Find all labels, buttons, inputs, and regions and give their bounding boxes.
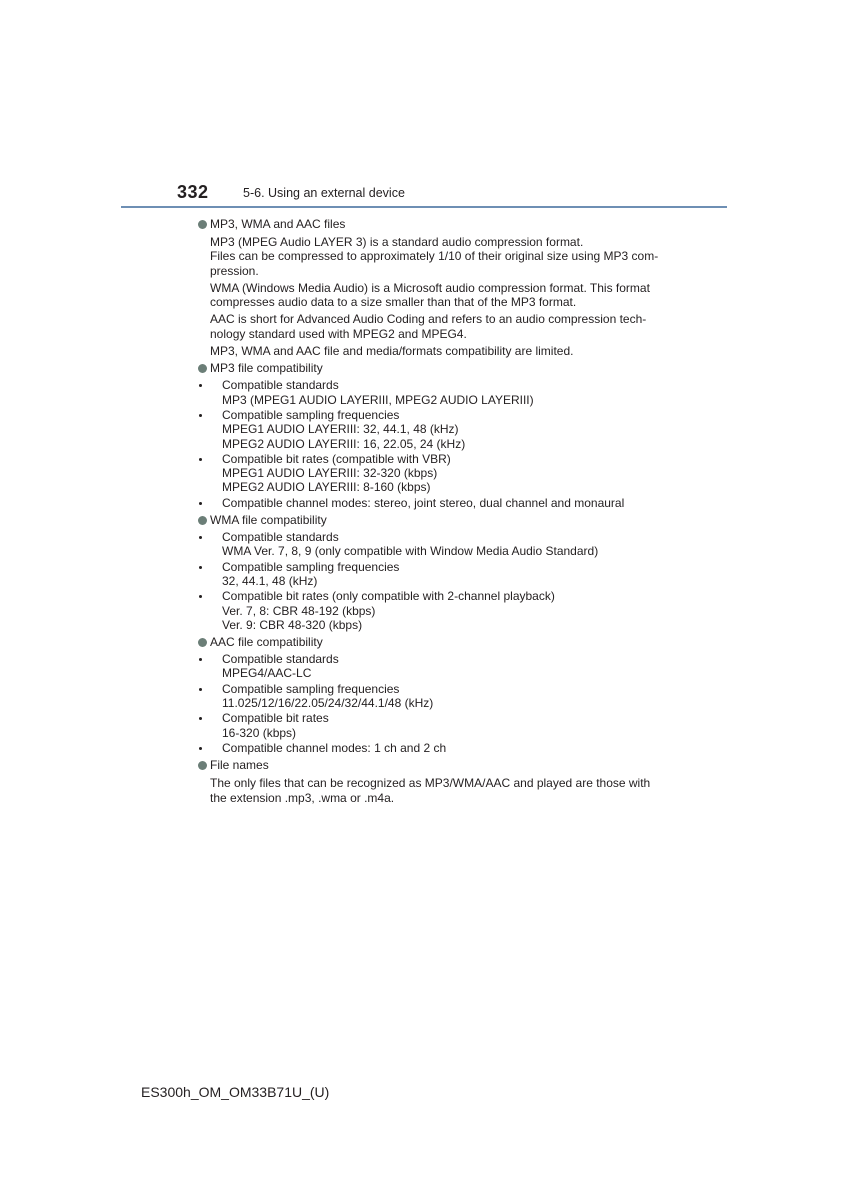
sub-list <box>210 378 668 510</box>
list-item <box>210 452 668 495</box>
item-value: MPEG2 AUDIO LAYERIII: 8-160 (kbps) <box>222 480 431 495</box>
item-label: Compatible bit rates <box>222 711 329 726</box>
item-label: Compatible standards <box>222 530 339 545</box>
topic-heading <box>210 634 668 650</box>
topic-section <box>198 216 668 358</box>
item-value: 32, 44.1, 48 (kHz) <box>222 573 318 588</box>
list-item <box>210 741 668 755</box>
topic-heading <box>210 512 668 528</box>
list-item <box>210 711 668 740</box>
topic-section <box>198 634 668 755</box>
topic-title: AAC file compatibility <box>210 635 323 650</box>
item-value: MP3 (MPEG1 AUDIO LAYERIII, MPEG2 AUDIO LAYERIII) <box>222 392 534 407</box>
paragraph <box>210 281 668 310</box>
paragraph-line: the extension .mp3, .wma or .m4a. <box>210 790 395 805</box>
circle-bullet-icon <box>198 220 207 229</box>
paragraph <box>210 776 668 805</box>
page-header <box>0 178 848 210</box>
list-item <box>210 560 668 589</box>
paragraph-line: MP3 (MPEG Audio LAYER 3) is a standard audio compression format. <box>210 235 584 249</box>
topic-section <box>198 512 668 632</box>
bullet-dot-icon <box>199 502 202 505</box>
list-item <box>210 589 668 632</box>
header-divider <box>121 206 727 208</box>
item-label: Compatible bit rates (only compatible with 2-channel playback) <box>222 589 555 604</box>
circle-bullet-icon <box>198 638 207 647</box>
list-item <box>210 652 668 681</box>
item-value: WMA Ver. 7, 8, 9 (only compatible with Window Media Audio Standard) <box>222 544 599 559</box>
paragraph-line: compresses audio data to a size smaller than that of the MP3 format. <box>210 295 577 310</box>
list-item <box>210 378 668 407</box>
bullet-dot-icon <box>199 688 202 691</box>
item-label: Compatible sampling frequencies <box>222 407 400 422</box>
item-label: Compatible channel modes: stereo, joint stereo, dual channel and monaural <box>222 495 625 510</box>
document-body <box>198 214 668 806</box>
list-item <box>210 496 668 510</box>
paragraph-line: pression. <box>210 263 259 278</box>
bullet-dot-icon <box>199 566 202 569</box>
bullet-dot-icon <box>199 384 202 387</box>
item-label: Compatible standards <box>222 652 339 667</box>
item-value: Ver. 7, 8: CBR 48-192 (kbps) <box>222 603 376 618</box>
paragraph-line: MP3, WMA and AAC file and media/formats compatibility are limited. <box>210 344 574 359</box>
item-label: Compatible bit rates (compatible with VBR) <box>222 451 451 466</box>
sub-list <box>210 530 668 632</box>
bullet-dot-icon <box>199 658 202 661</box>
item-label: Compatible sampling frequencies <box>222 681 400 696</box>
circle-bullet-icon <box>198 516 207 525</box>
paragraph-line: nology standard used with MPEG2 and MPEG4. <box>210 326 467 341</box>
topic-heading <box>210 757 668 773</box>
topic-section <box>198 757 668 805</box>
bullet-dot-icon <box>199 595 202 598</box>
list-item <box>210 408 668 451</box>
paragraph-line: AAC is short for Advanced Audio Coding and refers to an audio compression tech- <box>210 312 647 327</box>
topic-title: MP3 file compatibility <box>210 361 323 376</box>
item-value: MPEG1 AUDIO LAYERIII: 32, 44.1, 48 (kHz) <box>222 422 459 437</box>
topic-section <box>198 360 668 510</box>
item-value: MPEG4/AAC-LC <box>222 666 312 681</box>
circle-bullet-icon <box>198 761 207 770</box>
list-item <box>210 682 668 711</box>
item-label: Compatible sampling frequencies <box>222 559 400 574</box>
item-value: MPEG2 AUDIO LAYERIII: 16, 22.05, 24 (kHz) <box>222 436 466 451</box>
bullet-dot-icon <box>199 536 202 539</box>
bullet-dot-icon <box>199 717 202 720</box>
item-value: Ver. 9: CBR 48-320 (kbps) <box>222 617 363 632</box>
item-value: 11.025/12/16/22.05/24/32/44.1/48 (kHz) <box>222 696 434 711</box>
bullet-dot-icon <box>199 747 202 750</box>
paragraph-line: The only files that can be recognized as MP3/WMA/AAC and played are those with <box>210 776 651 791</box>
circle-bullet-icon <box>198 364 207 373</box>
bullet-dot-icon <box>199 414 202 417</box>
section-title: 5-6. Using an external device <box>243 186 405 200</box>
paragraph <box>210 235 668 278</box>
footer-code: ES300h_OM_OM33B71U_(U) <box>141 1084 330 1100</box>
topic-title: WMA file compatibility <box>210 513 327 528</box>
topic-title: MP3, WMA and AAC files <box>210 217 346 231</box>
paragraph <box>210 312 668 341</box>
item-label: Compatible standards <box>222 378 339 393</box>
topic-title: File names <box>210 758 269 773</box>
sub-list <box>210 652 668 755</box>
topic-heading <box>210 216 668 232</box>
item-value: MPEG1 AUDIO LAYERIII: 32-320 (kbps) <box>222 466 438 481</box>
bullet-dot-icon <box>199 458 202 461</box>
page-number: 332 <box>177 182 209 202</box>
item-label: Compatible channel modes: 1 ch and 2 ch <box>222 740 447 755</box>
item-value: 16-320 (kbps) <box>222 725 297 740</box>
paragraph-line: WMA (Windows Media Audio) is a Microsoft audio compression format. This format <box>210 280 650 295</box>
list-item <box>210 530 668 559</box>
paragraph-line: Files can be compressed to approximately 1/10 of their original size using MP3 com- <box>210 249 659 264</box>
paragraph <box>210 344 668 358</box>
topic-heading <box>210 360 668 376</box>
